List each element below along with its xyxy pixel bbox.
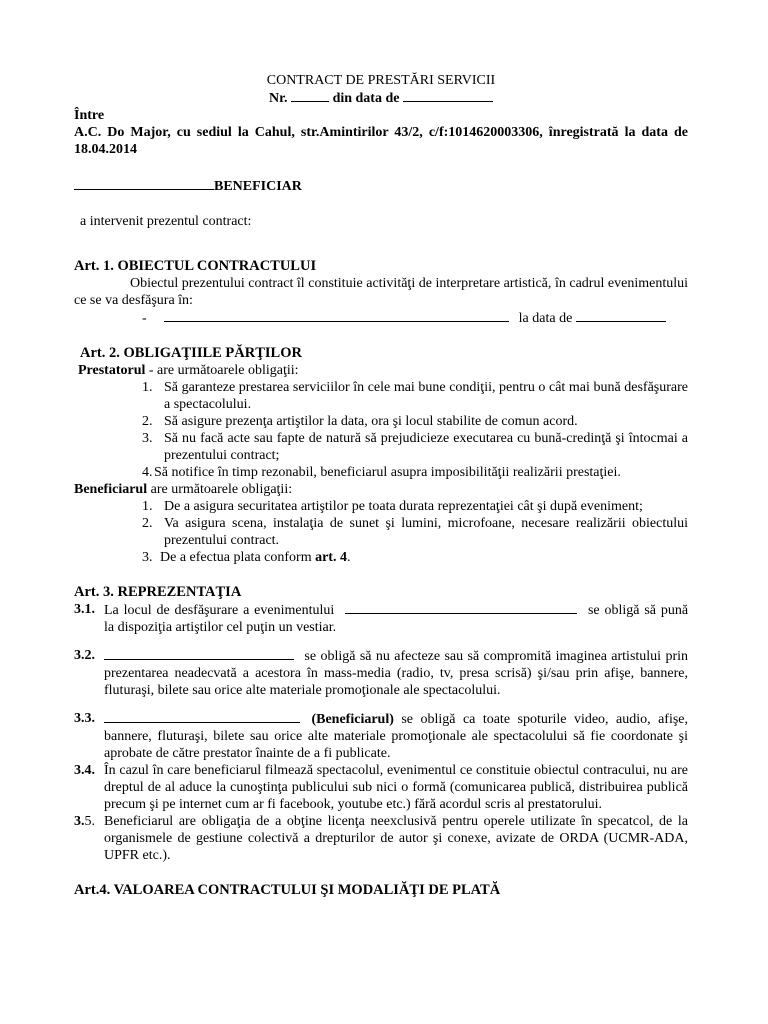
- party-blank-3-3[interactable]: [104, 710, 300, 723]
- beneficiar-intro: are următoarele obligaţii:: [147, 482, 293, 497]
- date-blank[interactable]: [403, 89, 493, 102]
- nr-label: Nr.: [269, 91, 288, 106]
- beneficiar-label: Beneficiarul: [74, 482, 148, 497]
- list-item: 3. Să nu facă acte sau fapte de natură să prejudicieze executarea cu bună-credinţă şi întocmai a prezentului contract;: [142, 431, 688, 463]
- clause-3-1: 3.1. La locul de desfăşurare a evenimentului se obligă să pună la dispoziţia artiştilor cel puţin un vestiar.: [74, 602, 689, 635]
- beneficiary-label: BENEFICIAR: [214, 179, 302, 194]
- prestator-obligations: [74, 379, 688, 481]
- art1-place-line: [74, 309, 688, 327]
- beneficiary-blank[interactable]: [74, 177, 214, 190]
- contract-title: CONTRACT DE PRESTĂRI SERVICII: [266, 73, 496, 88]
- list-item: 1. De a asigura securitatea artiştilor pe toata durata reprezentaţiei cât şi după eveniment;: [142, 499, 643, 514]
- intervened-text: a intervenit prezentul contract:: [80, 214, 252, 229]
- art4-reference[interactable]: art. 4: [315, 550, 347, 565]
- list-item: 4. Să notifice în timp rezonabil, beneficiarul asupra imposibilităţii realizării prestaţiei.: [142, 465, 621, 480]
- list-item: 1. Să garanteze prestarea serviciilor în cele mai bune condiţii, pentru o cât mai bună desfăşurare a spectacolului.: [142, 380, 688, 412]
- venue-blank[interactable]: [345, 601, 577, 614]
- list-item: 2. Să asigure prezenţa artiştilor la data, ora şi locul stabilite de comun acord.: [142, 414, 578, 429]
- art1-date-label: la data de: [518, 311, 573, 326]
- clause-3-3: 3.3. (Beneficiarul) se obligă ca toate spoturile video, audio, afişe, bannere, fluturaşi, bilete sau orice alte materiale promoţionale ale spectacolului să fie coordonate şi aprobate de către prestator înainte de a fi publicate.: [74, 711, 689, 761]
- clause-3-2: 3.2. se obligă să nu afecteze sau să compromită imaginea artistului prin prezentarea neadecvată a acestora în mass-media (radio, tv, presa scrisă) şi/sau prin afişe, bannere, fluturaşi, bilete sau orice alte materiale promoţionale ale spectacolului.: [74, 648, 688, 698]
- list-item: 3. De a efectua plata conform art. 4.: [142, 550, 351, 565]
- prestator-label: Prestatorul: [78, 363, 146, 378]
- party-a: A.C. Do Major, cu sediul la Cahul, str.Amintirilor 43/2, c/f:1014620003306, înregistrată la data de 18.04.2014: [74, 125, 688, 157]
- art4-title: Art.4. VALOAREA CONTRACTULUI ŞI MODALIĂŢI DE PLATĂ: [74, 882, 501, 898]
- beneficiar-obligations: [74, 498, 688, 566]
- event-place-blank[interactable]: [164, 309, 509, 322]
- art2-title: Art. 2. OBLIGAŢIILE PĂRŢILOR: [80, 345, 302, 361]
- beneficiar-intro-line: [74, 481, 688, 498]
- event-date-blank[interactable]: [576, 309, 666, 322]
- art1-title: Art. 1. OBIECTUL CONTRACTULUI: [74, 258, 317, 274]
- prestator-intro-line: [74, 362, 688, 379]
- beneficiary-line: [74, 177, 688, 195]
- nr-blank[interactable]: [291, 89, 329, 102]
- party-blank-3-2[interactable]: [104, 647, 294, 660]
- clause-3-5: 3.5. Beneficiarul are obligaţia de a obţine licenţa neexclusivă pentru operele utilizate în specatcol, de la organismele de gestiune colectivă a drepturilor de autor şi conexe, avizate de ORDA (UCMR-ADA, UPFR etc.).: [74, 814, 688, 863]
- contract-number-line: [74, 89, 688, 107]
- prestator-intro: - are următoarele obligaţii:: [145, 363, 299, 378]
- list-item: 2. Va asigura scena, instalaţia de sunet şi lumini, microfoane, necesare realizării obiectului prezentului contract.: [142, 516, 688, 548]
- contract-page: [74, 70, 688, 899]
- clause-3-4: 3.4. În cazul în care beneficiarul filmează spectacolul, evenimentul ce constituie obiectul contracului, nu are dreptul de al aduce la cunoştinţa publicului sub nici o formă (comunicarea publică, distribuirea publică precum şi pe internet cum ar fi facebook, youtube etc.) fără acordul scris al prestatorului.: [74, 763, 688, 812]
- art1-dash: -: [142, 311, 147, 326]
- date-label: din data de: [332, 91, 400, 106]
- between-label: Între: [74, 108, 105, 123]
- art1-text: Obiectul prezentului contract îl constituie activităţi de interpretare artistică, în cadrul evenimentului ce se va desfăşura în:: [74, 276, 688, 308]
- art3-title: Art. 3. REPREZENTAŢIA: [74, 584, 242, 600]
